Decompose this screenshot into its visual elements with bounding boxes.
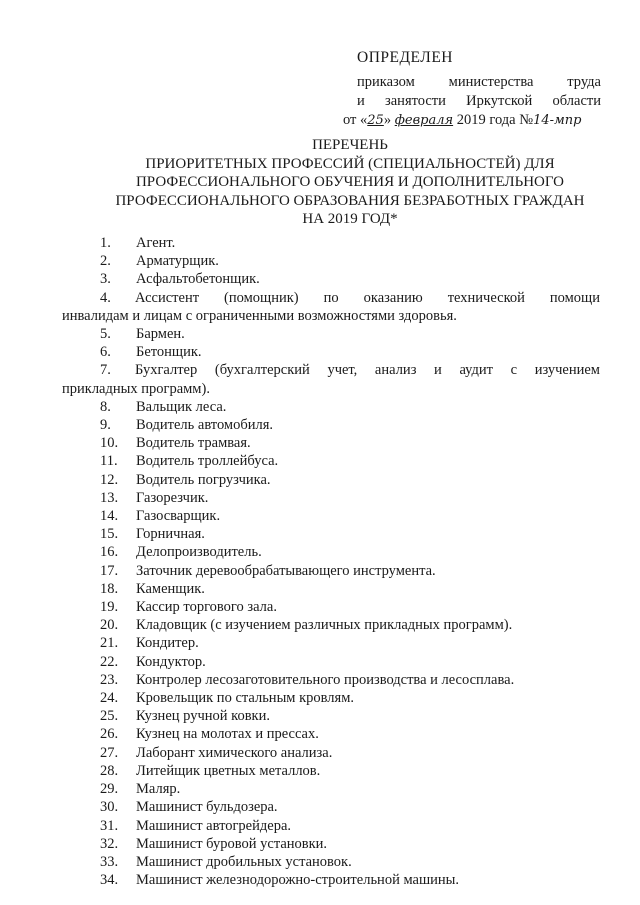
date-year: 2019 года № [456,112,534,128]
handwritten-day: 25 [367,113,384,128]
list-item [100,707,600,725]
list-item [100,252,600,270]
document-title [60,136,640,229]
item-text: Делопроизводитель. [136,544,262,561]
title-line-4: ПРОФЕССИОНАЛЬНОГО ОБРАЗОВАНИЯ БЕЗРАБОТНЫХ ГРАЖДАН [115,192,585,209]
item-number: 33. [100,853,119,870]
item-text: Машинист железнодорожно-строительной машины. [136,872,460,889]
item-number: 30. [100,799,119,816]
list-item [100,598,600,616]
list-item [100,780,600,798]
item-number: 32. [100,835,119,852]
item-text: Кондитер. [136,635,199,652]
item-text: Машинист бульдозера. [136,799,278,816]
item-number: 29. [100,781,119,798]
item-text-multiline [62,289,600,325]
approval-line-2 [357,92,601,111]
item-number: 22. [100,653,119,670]
item-text: Водитель трамвая. [136,435,251,452]
item-number: 7. [100,362,111,379]
item-number: 28. [100,762,119,779]
list-item [100,653,600,671]
approval-word: труда [567,74,601,90]
item-text: Газорезчик. [136,489,209,506]
item-number: 34. [100,872,119,889]
item-text-continuation: инвалидам и лицам с ограниченными возможностями здоровья. [62,307,457,324]
item-number: 1. [100,235,111,251]
item-number: 18. [100,580,119,597]
item-text-continuation: прикладных программ). [62,380,210,397]
item-number: 27. [100,744,119,761]
list-item [100,871,600,889]
approval-line-1 [357,73,601,92]
approval-heading: ОПРЕДЕЛЕН [357,49,453,66]
item-text: Машинист автогрейдера. [136,817,292,834]
item-text-multiline [62,361,600,397]
list-item [100,689,600,707]
approval-word: занятости [385,93,446,109]
item-text: Кладовщик (с изучением различных прикладных программ). [136,617,513,634]
list-item [100,798,600,816]
list-item [100,817,600,835]
approval-word: области [552,93,601,109]
professions-list [62,234,600,889]
item-text: Водитель троллейбуса. [136,453,279,470]
item-number: 5. [100,326,111,343]
item-number: 13. [100,489,119,506]
item-text: Вальщик леса. [136,398,227,415]
item-number: 2. [100,253,111,270]
item-text: Контролер лесозаготовительного производства и лесосплава. [136,671,515,688]
item-number: 9. [100,417,111,434]
title-line-3: ПРОФЕССИОНАЛЬНОГО ОБУЧЕНИЯ И ДОПОЛНИТЕЛЬНОГО [135,174,565,190]
item-number: 25. [100,708,119,725]
list-item [100,434,600,452]
approval-word: и [357,93,365,109]
list-item [100,398,600,416]
item-text: Бетонщик. [136,344,202,361]
approval-word: приказом [357,74,415,90]
handwritten-number: 14-мпр [533,113,582,128]
item-number: 10. [100,435,119,452]
item-number: 31. [100,817,119,834]
date-mid: » [383,112,392,128]
item-text: Бармен. [136,326,185,343]
list-item [100,325,600,343]
item-number: 14. [100,508,119,525]
item-number: 19. [100,599,119,616]
list-item [100,343,600,361]
list-item [100,543,600,561]
item-text: Водитель автомобиля. [136,417,274,434]
item-text: Машинист буровой установки. [136,835,328,852]
list-item [100,525,600,543]
item-text: Каменщик. [136,580,205,597]
list-item [100,616,600,634]
item-text: Горничная. [136,526,205,543]
list-item [100,835,600,853]
item-text: Маляр. [136,781,181,798]
handwritten-month: февраля [394,113,454,128]
approval-block [343,48,601,130]
item-number: 23. [100,671,119,688]
item-number: 6. [100,344,111,361]
item-number: 12. [100,471,119,488]
item-text: Машинист дробильных установок. [136,853,352,870]
approval-word: министерства [448,74,534,90]
item-text: Кузнец ручной ковки. [136,708,270,725]
list-item [100,270,600,288]
title-line-1: ПЕРЕЧЕНЬ [312,137,388,153]
item-text: Агент. [136,235,176,251]
title-line-2: ПРИОРИТЕТНЫХ ПРОФЕССИЙ (СПЕЦИАЛЬНОСТЕЙ) ДЛЯ [145,155,555,172]
item-number: 24. [100,690,119,707]
list-item [100,471,600,489]
item-number: 11. [100,453,118,470]
list-item [100,580,600,598]
item-number: 26. [100,726,119,743]
item-text: Кузнец на молотах и прессах. [136,726,319,743]
list-item [100,489,600,507]
item-number: 4. [100,289,111,306]
list-item [100,634,600,652]
item-number: 8. [100,398,111,415]
item-text-first-line: Бухгалтер (бухгалтерский учет, анализ и аудит с изучением [135,362,600,379]
list-item [100,725,600,743]
item-text: Асфальтобетонщик. [136,271,260,288]
item-number: 20. [100,617,119,634]
item-text: Водитель погрузчика. [136,471,271,488]
list-item [100,853,600,871]
list-item [100,744,600,762]
title-line-5: НА 2019 ГОД* [302,211,398,227]
item-text-first-line: Ассистент (помощник) по оказанию технической помощи [135,289,600,306]
list-item [100,762,600,780]
item-text: Кассир торгового зала. [136,599,277,616]
item-text: Литейщик цветных металлов. [136,762,321,779]
item-text: Кровельщик по стальным кровлям. [136,690,355,707]
list-item [62,289,600,325]
approval-word: Иркутской [466,93,533,109]
list-item [100,234,600,252]
list-item [100,671,600,689]
item-number: 15. [100,526,119,543]
list-item [100,452,600,470]
list-item [62,361,600,397]
item-text: Кондуктор. [136,653,206,670]
item-text: Заточник деревообрабатывающего инструмента. [136,562,436,579]
list-item [100,562,600,580]
item-number: 21. [100,635,119,652]
list-item [100,416,600,434]
item-text: Газосварщик. [136,508,221,525]
item-number: 3. [100,271,111,288]
item-text: Арматурщик. [136,253,219,270]
list-item [100,507,600,525]
item-text: Лаборант химического анализа. [136,744,333,761]
item-number: 17. [100,562,119,579]
date-prefix: от « [343,112,368,128]
approval-date-line [343,111,601,130]
item-number: 16. [100,544,119,561]
